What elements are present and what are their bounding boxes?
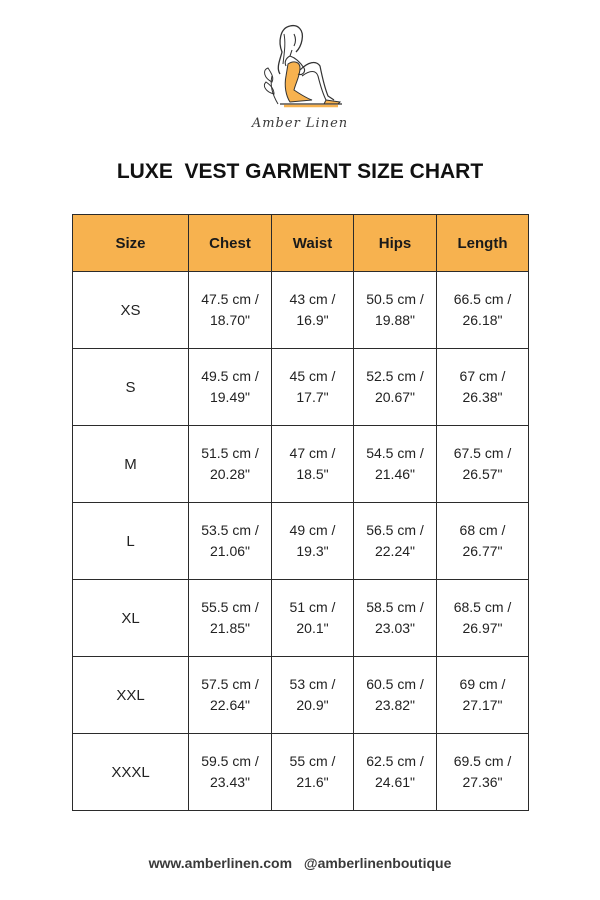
header-chest: Chest — [189, 215, 272, 272]
waist-cell: 51 cm / 20.1" — [272, 580, 354, 657]
waist-cell: 45 cm / 17.7" — [272, 349, 354, 426]
waist-cell: 47 cm / 18.5" — [272, 426, 354, 503]
table-row — [73, 349, 529, 426]
table-row — [73, 734, 529, 811]
waist-cell: 55 cm / 21.6" — [272, 734, 354, 811]
hips-cell: 62.5 cm / 24.61" — [354, 734, 437, 811]
size-cell: XL — [73, 580, 189, 657]
brand-logo — [240, 20, 360, 135]
table-header-row — [73, 215, 529, 272]
chest-cell: 57.5 cm / 22.64" — [189, 657, 272, 734]
length-cell: 69 cm / 27.17" — [437, 657, 529, 734]
table-row — [73, 272, 529, 349]
waist-cell: 53 cm / 20.9" — [272, 657, 354, 734]
length-cell: 67.5 cm / 26.57" — [437, 426, 529, 503]
chest-cell: 49.5 cm / 19.49" — [189, 349, 272, 426]
table-row — [73, 503, 529, 580]
social-handle[interactable]: @amberlinenboutique — [303, 855, 452, 871]
size-cell: XXL — [73, 657, 189, 734]
waist-cell: 49 cm / 19.3" — [272, 503, 354, 580]
hips-cell: 54.5 cm / 21.46" — [354, 426, 437, 503]
hips-cell: 52.5 cm / 20.67" — [354, 349, 437, 426]
brand-name: Amber Linen — [251, 116, 349, 131]
table-row — [73, 657, 529, 734]
chest-cell: 53.5 cm / 21.06" — [189, 503, 272, 580]
hips-cell: 56.5 cm / 22.24" — [354, 503, 437, 580]
length-cell: 68.5 cm / 26.97" — [437, 580, 529, 657]
hips-cell: 60.5 cm / 23.82" — [354, 657, 437, 734]
footer — [0, 855, 600, 871]
header-length: Length — [437, 215, 529, 272]
header-waist: Waist — [272, 215, 354, 272]
waist-cell: 43 cm / 16.9" — [272, 272, 354, 349]
page-title: LUXE VEST GARMENT SIZE CHART — [116, 160, 484, 183]
chest-cell: 47.5 cm / 18.70" — [189, 272, 272, 349]
header-size: Size — [73, 215, 189, 272]
size-cell: XS — [73, 272, 189, 349]
chest-cell: 51.5 cm / 20.28" — [189, 426, 272, 503]
hips-cell: 58.5 cm / 23.03" — [354, 580, 437, 657]
size-cell: XXXL — [73, 734, 189, 811]
chest-cell: 59.5 cm / 23.43" — [189, 734, 272, 811]
header-hips: Hips — [354, 215, 437, 272]
size-cell: S — [73, 349, 189, 426]
length-cell: 67 cm / 26.38" — [437, 349, 529, 426]
woman-sitting-illustration-icon — [250, 20, 350, 112]
table-row — [73, 426, 529, 503]
table-row — [73, 580, 529, 657]
length-cell: 68 cm / 26.77" — [437, 503, 529, 580]
hips-cell: 50.5 cm / 19.88" — [354, 272, 437, 349]
length-cell: 69.5 cm / 27.36" — [437, 734, 529, 811]
length-cell: 66.5 cm / 26.18" — [437, 272, 529, 349]
size-cell: L — [73, 503, 189, 580]
website-link[interactable]: www.amberlinen.com — [148, 855, 293, 871]
size-cell: M — [73, 426, 189, 503]
size-chart-table — [72, 214, 529, 811]
chest-cell: 55.5 cm / 21.85" — [189, 580, 272, 657]
